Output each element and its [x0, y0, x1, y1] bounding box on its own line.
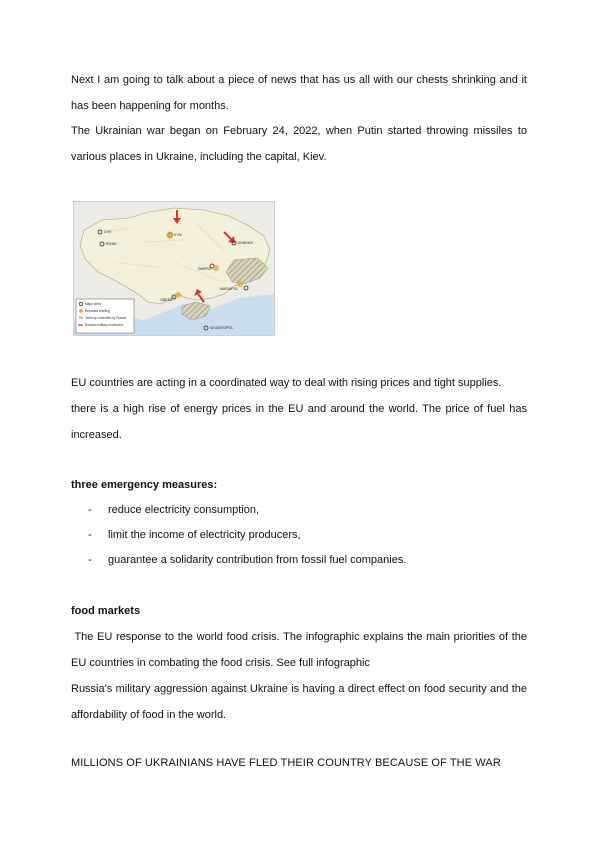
city-label-dnipro: DNIPRO	[198, 267, 212, 271]
legend-occupied-icon	[79, 316, 83, 319]
food-line-3: Russia's military aggression against Ukraine is having a direct effect on food security and the	[71, 683, 527, 695]
city-label-rivne: RIVNE	[106, 242, 117, 246]
energy-line-2: there is a high rise of energy prices in the EU and around the world. The price of fuel has	[71, 403, 527, 415]
measures-heading: three emergency measures:	[71, 479, 218, 491]
city-label-lviv: LVIV	[104, 230, 112, 234]
food-line-2: EU countries in combating the food crisis. See full infographic	[71, 657, 370, 669]
measures-list	[88, 498, 406, 573]
energy-line-1: EU countries are acting in a coordinated way to deal with rising prices and tight supplies.	[71, 377, 502, 389]
food-line-1: The EU response to the world food crisis. The infographic explains the main priorities of the	[71, 631, 527, 643]
legend-item-occupied: Territory controlled by Russia	[85, 316, 127, 320]
legend-item-cities: Major cities	[85, 302, 102, 307]
closing-headline: MILLIONS OF UKRAINIANS HAVE FLED THEIR COUNTRY BECAUSE OF THE WAR	[71, 757, 501, 769]
city-label-sevastopol: SEVASTOPOL	[210, 326, 234, 330]
legend-shell-icon	[79, 309, 83, 313]
food-line-4: affordability of food in the world.	[71, 709, 227, 721]
list-item: - reduce electricity consumption,	[88, 504, 260, 516]
intro-line-2: has been happening for months.	[71, 100, 229, 112]
ukraine-map-image	[73, 201, 275, 336]
list-item: - limit the income of electricity producers,	[88, 529, 301, 541]
legend-item-shelling: Reported shelling	[85, 309, 110, 314]
shell-kyiv	[167, 232, 174, 239]
ukraine-map-svg	[74, 202, 274, 335]
shell-odesa	[175, 292, 181, 298]
intro-line-1: Next I am going to talk about a piece of news that has us all with our chests shrinking and it	[71, 74, 527, 86]
city-label-mariupol: MARIUPOL	[220, 287, 239, 291]
city-label-kharkiv: KHARKIV	[238, 241, 254, 245]
city-label-kyiv: KYIV	[174, 233, 182, 237]
energy-line-3: increased.	[71, 429, 122, 441]
list-item: - guarantee a solidarity contribution from fossil fuel companies.	[88, 554, 407, 566]
intro-line-3: The Ukrainian war began on February 24, 2022, when Putin started throwing missiles to	[71, 125, 527, 137]
food-heading: food markets	[71, 605, 141, 617]
intro-line-4: various places in Ukraine, including the capital, Kiev.	[71, 151, 327, 163]
legend-item-movement: Russian military movement	[85, 323, 124, 328]
city-label-odesa: ODESA	[160, 298, 173, 302]
shell-dnipro	[213, 265, 219, 271]
